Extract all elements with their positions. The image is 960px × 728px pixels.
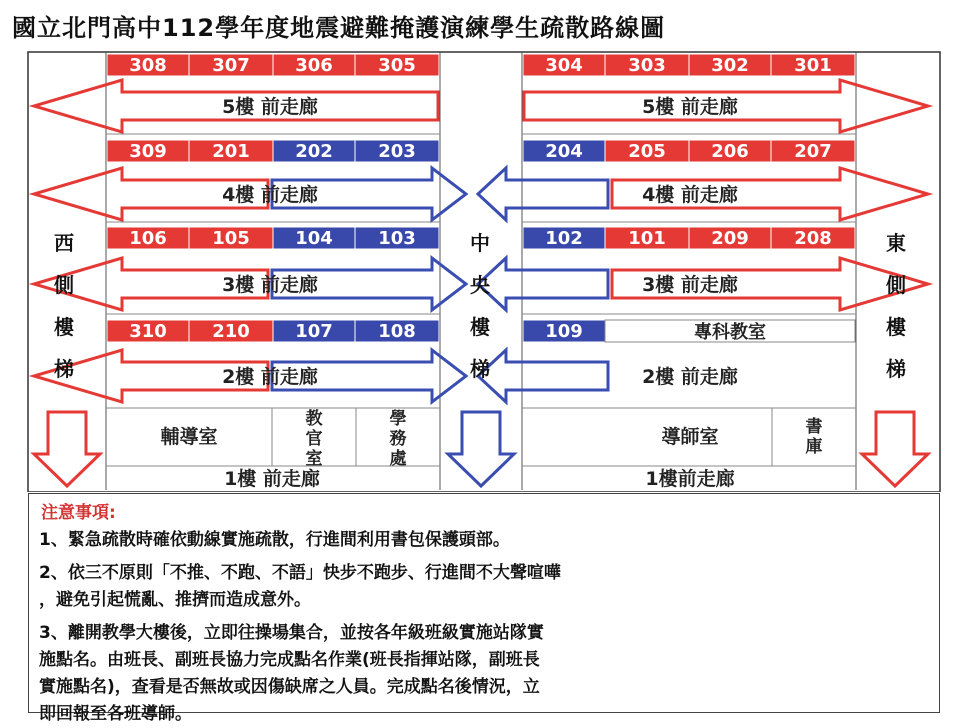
east-rooms-4f xyxy=(523,140,855,162)
room-102: 102 xyxy=(545,228,583,249)
corridor-3f-west: 3樓 前走廊 xyxy=(222,274,318,296)
room-104: 104 xyxy=(295,228,333,249)
note-item-2-line-1: 2、依三不原則「不推、不跑、不語」快步不跑步、行進間不大聲喧嘩 xyxy=(39,563,561,583)
corridor-4f-east: 4樓 前走廊 xyxy=(642,184,738,206)
west-stair-4: 梯 xyxy=(54,357,74,381)
west-rooms-5f xyxy=(107,54,439,76)
east-stair-4: 梯 xyxy=(886,357,906,381)
room-205: 205 xyxy=(628,141,666,162)
room-203: 203 xyxy=(378,141,416,162)
office-military-2: 官 xyxy=(305,429,323,449)
east-rooms-2f xyxy=(523,320,855,343)
room-209: 209 xyxy=(711,228,749,249)
office-counsel: 輔導室 xyxy=(160,426,218,448)
room-101: 101 xyxy=(628,228,666,249)
note-item-1: 1、緊急疏散時確依動線實施疏散，行進間利用書包保護頭部。 xyxy=(39,530,510,550)
room-308: 308 xyxy=(129,55,167,76)
arrow-1f-center-down xyxy=(448,412,514,486)
arrow-1f-west-down xyxy=(34,412,100,486)
west-stair-2: 側 xyxy=(54,273,74,297)
west-rooms-3f xyxy=(107,227,439,249)
room-206: 206 xyxy=(711,141,749,162)
east-stair-1: 東 xyxy=(886,231,906,255)
corridor-2f-west: 2樓 前走廊 xyxy=(222,366,318,388)
office-storage-2: 庫 xyxy=(805,437,823,457)
corridor-3f-east: 3樓 前走廊 xyxy=(642,274,738,296)
room-207: 207 xyxy=(794,141,832,162)
room-109: 109 xyxy=(545,321,583,342)
east-rooms-5f xyxy=(523,54,855,76)
corridor-5f-east: 5樓 前走廊 xyxy=(642,96,738,118)
room-202: 202 xyxy=(295,141,333,162)
room-201: 201 xyxy=(212,141,250,162)
office-academic-2: 務 xyxy=(389,429,407,449)
office-military-1: 教 xyxy=(305,409,323,429)
room-208: 208 xyxy=(794,228,832,249)
center-stair-4: 梯 xyxy=(470,357,490,381)
center-stair-1: 中 xyxy=(470,231,490,255)
west-rooms-2f xyxy=(107,320,439,342)
room-106: 106 xyxy=(129,228,167,249)
east-stair-3: 樓 xyxy=(886,315,906,339)
center-stair-2: 央 xyxy=(470,273,490,297)
west-stair-3: 樓 xyxy=(54,315,74,339)
room-309: 309 xyxy=(129,141,167,162)
room-105: 105 xyxy=(212,228,250,249)
east-stair-2: 側 xyxy=(886,273,906,297)
corridor-5f-west: 5樓 前走廊 xyxy=(222,96,318,118)
arrow-4f-east-center xyxy=(478,168,608,220)
office-academic-3: 處 xyxy=(389,449,407,469)
room-310: 310 xyxy=(129,321,167,342)
room-305: 305 xyxy=(378,55,416,76)
note-item-3-line-1: 3、離開教學大樓後，立即往操場集合，並按各年級班級實施站隊實 xyxy=(39,623,544,643)
corridor-1f-east: 1樓前走廊 xyxy=(645,468,735,490)
room-103: 103 xyxy=(378,228,416,249)
page-title: 國立北門高中112學年度地震避難掩護演練學生疏散路線圖 xyxy=(12,14,666,42)
west-stair-1: 西 xyxy=(54,231,74,255)
office-academic-1: 學 xyxy=(389,409,407,429)
notes-heading: 注意事項: xyxy=(41,503,116,523)
corridor-1f-west: 1樓 前走廊 xyxy=(224,468,320,490)
note-item-3-line-2: 施點名。由班長、副班長協力完成點名作業(班長指揮站隊，副班長 xyxy=(39,650,540,670)
arrow-2f-east-center xyxy=(478,350,608,402)
note-item-3-line-4: 即回報至各班導師。 xyxy=(39,704,192,724)
office-tutor: 導師室 xyxy=(661,426,719,448)
room-107: 107 xyxy=(295,321,333,342)
room-301: 301 xyxy=(794,55,832,76)
office-military-3: 室 xyxy=(305,449,323,469)
room-306: 306 xyxy=(295,55,333,76)
note-item-3-line-3: 實施點名)，查看是否無故或因傷缺席之人員。完成點名後情況，立 xyxy=(39,677,540,697)
room-302: 302 xyxy=(711,55,749,76)
center-stair-3: 樓 xyxy=(470,315,490,339)
room-303: 303 xyxy=(628,55,666,76)
note-item-2-line-2: ，避免引起慌亂、推擠而造成意外。 xyxy=(39,590,311,610)
corridor-4f-west: 4樓 前走廊 xyxy=(222,184,318,206)
room-204: 204 xyxy=(545,141,583,162)
arrow-1f-east-down xyxy=(862,412,928,486)
floor-lines xyxy=(106,134,856,466)
room-307: 307 xyxy=(212,55,250,76)
east-rooms-3f xyxy=(523,227,855,249)
office-storage-1: 書 xyxy=(805,417,823,437)
corridor-2f-east: 2樓 前走廊 xyxy=(642,366,738,388)
room-304: 304 xyxy=(545,55,583,76)
room-210: 210 xyxy=(212,321,250,342)
notes-box xyxy=(28,493,940,724)
room-108: 108 xyxy=(378,321,416,342)
special-classroom-label: 專科教室 xyxy=(694,322,766,343)
west-rooms-4f xyxy=(107,140,439,162)
arrow-3f-east-center xyxy=(478,258,608,310)
